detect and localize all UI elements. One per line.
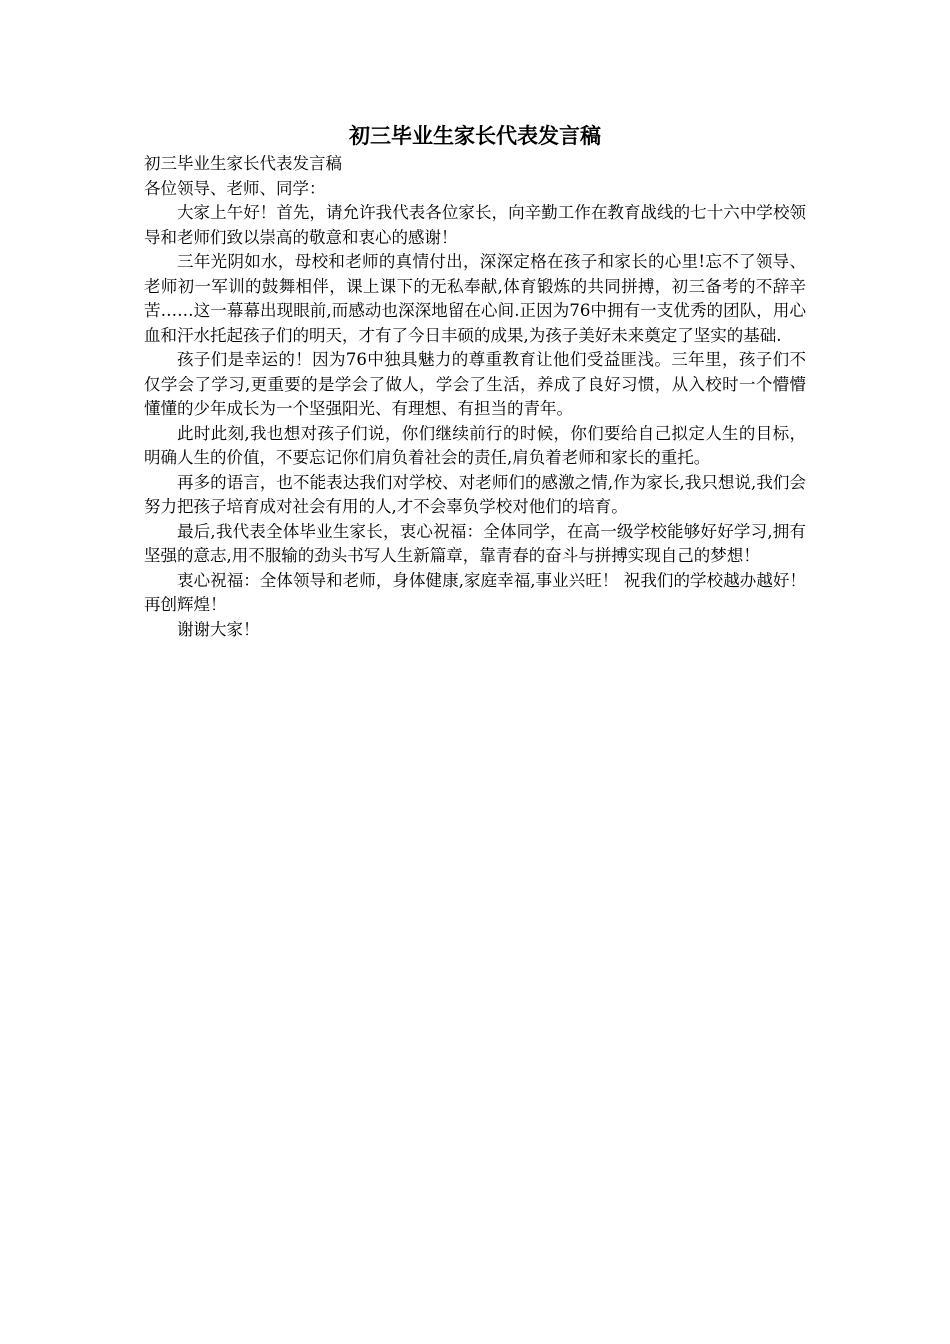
document-page [144,120,806,642]
document-title: 初三毕业生家长代表发言稿 [349,123,601,148]
paragraph-thanks: 谢谢大家！ [177,619,260,639]
paragraph-gratitude: 再多的语言，也不能表达我们对学校、对老师们的感激之情,作为家长,我只想说,我们会努力把孩子培育成对社会有用的人,才不会辜负学校对他们的培育。 [144,472,806,516]
document-subtitle: 初三毕业生家长代表发言稿 [144,154,342,173]
paragraph-wishes-students: 最后,我代表全体毕业生家长，衷心祝福：全体同学，在高一级学校能够好好学习,拥有坚强的意志,用不服输的劲头书写人生新篇章，靠青春的奋斗与拼搏实现自己的梦想！ [144,521,806,565]
salutation: 各位领导、老师、同学： [144,178,326,198]
paragraph-three-years: 三年光阴如水，母校和老师的真情付出，深深定格在孩子和家长的心里!忘不了领导、老师初一军训的鼓舞相伴，课上课下的无私奉献,体育锻炼的共同拼搏，初三备考的不辞辛苦……这一幕幕出现眼前,而感动也深深地留在心间.正因为76中拥有一支优秀的团队，用心血和汗水托起孩子们的明天，才有了今日丰硕的成果,为孩子美好未来奠定了坚实的基础. [144,252,806,345]
paragraph-to-children: 此时此刻,我也想对孩子们说，你们继续前行的时候，你们要给自己拟定人生的目标，明确人生的价值，不要忘记你们肩负着社会的责任,肩负着老师和家长的重托。 [144,423,806,467]
paragraph-greeting: 大家上午好！首先，请允许我代表各位家长，向辛勤工作在教育战线的七十六中学校领导和老师们致以崇高的敬意和衷心的感谢！ [144,203,806,247]
paragraph-lucky-children: 孩子们是幸运的！因为76中独具魅力的尊重教育让他们受益匪浅。三年里，孩子们不仅学会了学习,更重要的是学会了做人，学会了生活，养成了良好习惯，从入校时一个懵懵懂懂的少年成长为一个坚强阳光、有理想、有担当的青年。 [144,350,806,418]
paragraph-wishes-teachers: 衷心祝福：全体领导和老师，身体健康,家庭幸福,事业兴旺！ 祝我们的学校越办越好！再创辉煌！ [144,570,806,614]
